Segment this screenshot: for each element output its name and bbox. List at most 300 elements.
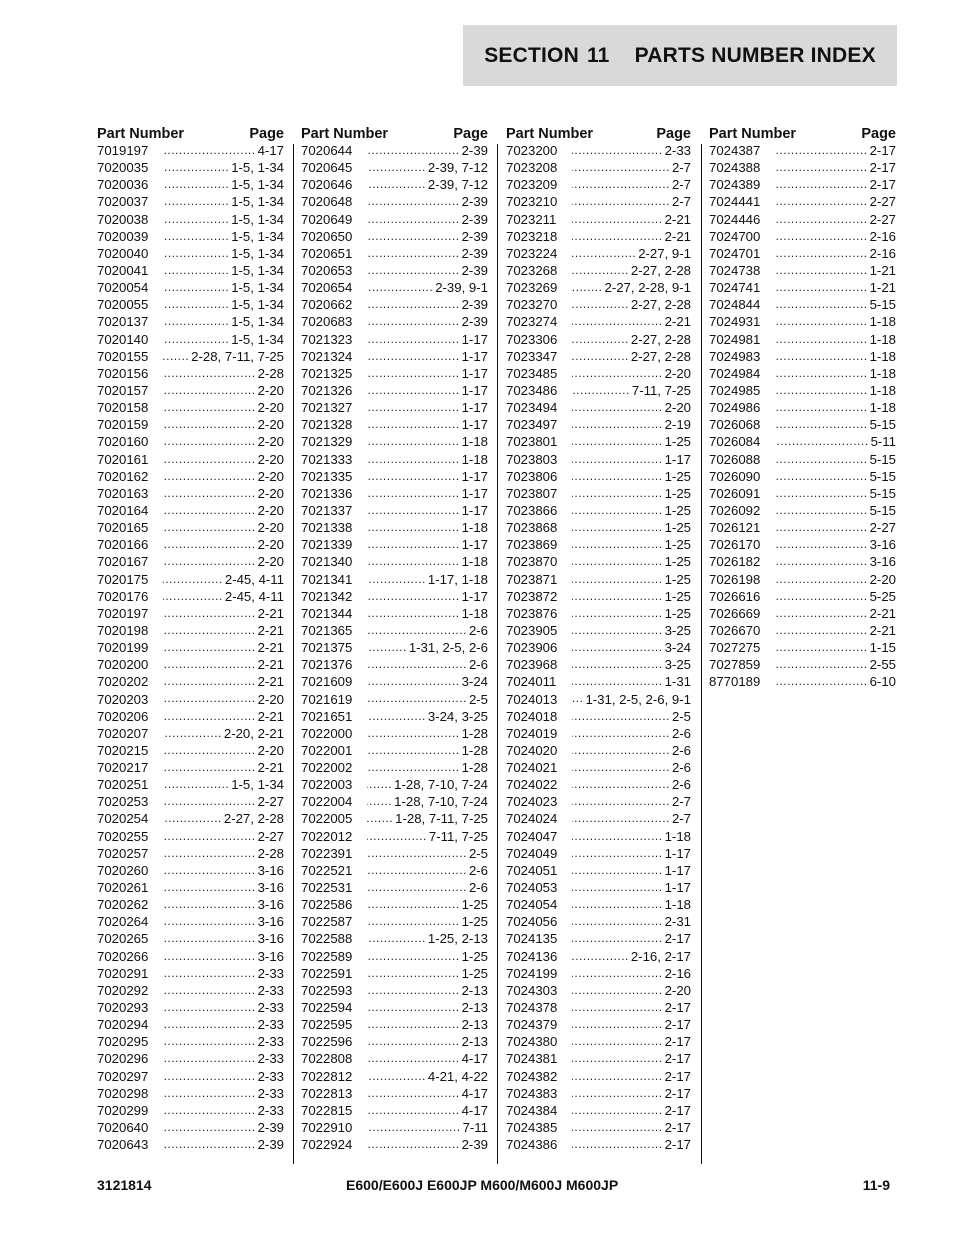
part-number: 7023218 [506, 228, 558, 244]
part-number: 7020200 [97, 657, 149, 673]
dot-leader [572, 485, 663, 502]
dot-leader [367, 913, 460, 930]
index-row [97, 725, 284, 742]
page-reference: 1-5, 1-34 [231, 314, 284, 330]
part-number: 7023497 [506, 417, 558, 433]
part-number: 7026090 [709, 468, 761, 484]
dot-leader [163, 399, 256, 416]
index-row [301, 211, 488, 228]
part-number: 7024024 [506, 811, 558, 827]
dot-leader [367, 433, 460, 450]
part-number: 7024382 [506, 1068, 558, 1084]
part-number: 7020257 [97, 845, 149, 861]
part-number: 7026198 [709, 571, 761, 587]
dot-leader [367, 159, 426, 176]
part-number: 7020651 [301, 245, 353, 261]
page-reference: 1-25 [664, 588, 691, 604]
part-number: 7024387 [709, 143, 761, 158]
page-reference: 2-6 [468, 657, 488, 673]
page-reference: 2-33 [257, 1102, 284, 1118]
dot-leader [163, 279, 229, 296]
index-row [709, 605, 896, 622]
index-row [97, 776, 284, 793]
index-row [506, 879, 691, 896]
dot-leader [367, 605, 460, 622]
dot-leader [572, 1119, 663, 1136]
dot-leader [572, 828, 663, 845]
page-reference: 1-28 [461, 742, 488, 758]
page-reference: 3-16 [257, 897, 284, 913]
part-number: 7020297 [97, 1068, 149, 1084]
part-number: 7024844 [709, 297, 761, 313]
index-row [506, 896, 691, 913]
index-row [97, 691, 284, 708]
dot-leader [367, 588, 460, 605]
page-reference: 1-28, 7-11, 7-25 [395, 811, 488, 827]
dot-leader [572, 313, 663, 330]
page-reference: 2-13 [461, 1034, 488, 1050]
index-row [506, 1136, 691, 1153]
page-reference: 2-45, 4-11 [224, 588, 284, 604]
part-number: 7020261 [97, 880, 149, 896]
page-reference: 1-25 [664, 468, 691, 484]
dot-leader [367, 1033, 460, 1050]
page-reference: 2-5 [468, 845, 488, 861]
dot-leader [367, 1136, 460, 1153]
part-number: 7021344 [301, 605, 353, 621]
index-row [301, 793, 488, 810]
part-number: 7026088 [709, 451, 761, 467]
section-title-banner [463, 25, 897, 86]
part-number: 7024021 [506, 760, 558, 776]
dot-leader [572, 1050, 663, 1067]
index-row [506, 948, 691, 965]
part-number: 7020156 [97, 365, 149, 381]
dot-leader [572, 571, 663, 588]
part-number: 7023905 [506, 622, 558, 638]
dot-leader [572, 262, 629, 279]
dot-leader [163, 468, 256, 485]
dot-leader [367, 416, 460, 433]
index-row [506, 793, 691, 810]
index-row [97, 193, 284, 210]
part-number: 7020167 [97, 554, 149, 570]
part-number: 7024199 [506, 965, 558, 981]
column-divider [497, 144, 498, 1164]
page-reference: 2-7 [671, 811, 691, 827]
index-row [301, 1102, 488, 1119]
part-number: 7024389 [709, 177, 761, 193]
index-row [709, 382, 896, 399]
dot-leader [163, 245, 229, 262]
part-number: 7021651 [301, 708, 353, 724]
page-reference: 1-18 [869, 331, 896, 347]
page-reference: 1-17 [461, 365, 488, 381]
page-reference: 2-39 [461, 1137, 488, 1153]
part-number: 7026068 [709, 417, 761, 433]
index-row [301, 176, 488, 193]
dot-leader [163, 313, 229, 330]
index-row [97, 982, 284, 999]
index-row [506, 622, 691, 639]
part-number: 7023224 [506, 245, 558, 261]
part-number: 7023274 [506, 314, 558, 330]
part-number: 7020646 [301, 177, 353, 193]
page-reference: 3-24, 3-25 [427, 708, 488, 724]
dot-leader [775, 142, 868, 159]
page-reference: 2-28 [257, 845, 284, 861]
index-row [301, 313, 488, 330]
page-reference: 2-39 [461, 314, 488, 330]
page-reference: 2-27 [869, 194, 896, 210]
index-row [709, 159, 896, 176]
index-row [97, 862, 284, 879]
part-number: 7022004 [301, 794, 353, 810]
page-reference: 2-33 [257, 1000, 284, 1016]
page-reference: 1-17 [664, 845, 691, 861]
page-reference: 2-20 [257, 691, 284, 707]
page-reference: 1-18 [461, 451, 488, 467]
part-number: 7024022 [506, 777, 558, 793]
index-column-1 [97, 118, 284, 1153]
index-row [301, 399, 488, 416]
index-row [709, 502, 896, 519]
index-row [506, 828, 691, 845]
part-number-header: Part Number [301, 126, 389, 142]
index-row [709, 451, 896, 468]
index-row [506, 759, 691, 776]
dot-leader [367, 639, 407, 656]
page-reference: 2-27 [257, 828, 284, 844]
index-row [709, 142, 896, 159]
page-reference: 1-18 [869, 348, 896, 364]
page-reference: 2-17 [869, 143, 896, 158]
index-row [97, 1119, 284, 1136]
index-row [97, 622, 284, 639]
page-reference: 2-20 [257, 520, 284, 536]
part-number: 7021326 [301, 382, 353, 398]
dot-leader [367, 1119, 461, 1136]
dot-leader [163, 588, 223, 605]
page-reference: 1-5, 1-34 [231, 211, 284, 227]
part-number: 7027859 [709, 657, 761, 673]
index-row [506, 279, 691, 296]
dot-leader [163, 828, 256, 845]
index-row [97, 588, 284, 605]
part-number: 7024018 [506, 708, 558, 724]
part-number: 7020054 [97, 280, 149, 296]
dot-leader [367, 193, 460, 210]
index-row [506, 468, 691, 485]
dot-leader [163, 999, 256, 1016]
page-reference: 1-17 [664, 862, 691, 878]
dot-leader [367, 828, 427, 845]
page-reference: 2-39 [461, 297, 488, 313]
part-number: 8770189 [709, 674, 761, 690]
part-number: 7022594 [301, 1000, 353, 1016]
part-number: 7022588 [301, 931, 353, 947]
index-row [301, 656, 488, 673]
dot-leader [775, 211, 868, 228]
part-number: 7022815 [301, 1102, 353, 1118]
index-row [97, 1033, 284, 1050]
dot-leader [775, 485, 868, 502]
index-row [97, 348, 284, 365]
page-reference: 1-25 [664, 571, 691, 587]
page-reference: 3-25 [664, 657, 691, 673]
index-row [301, 365, 488, 382]
index-row [97, 262, 284, 279]
dot-leader [163, 691, 256, 708]
dot-leader [367, 536, 460, 553]
page-reference: 2-6 [468, 880, 488, 896]
dot-leader [163, 365, 256, 382]
dot-leader [367, 930, 426, 947]
index-row [506, 691, 691, 708]
dot-leader [572, 176, 670, 193]
part-number: 7020654 [301, 280, 353, 296]
index-row [506, 176, 691, 193]
dot-leader [775, 331, 868, 348]
index-row [97, 571, 284, 588]
part-number: 7021329 [301, 434, 353, 450]
part-number: 7020198 [97, 622, 149, 638]
part-number: 7023876 [506, 605, 558, 621]
dot-leader [775, 279, 868, 296]
dot-leader [775, 348, 868, 365]
index-row [97, 416, 284, 433]
page-reference: 2-28 [257, 365, 284, 381]
index-row [506, 211, 691, 228]
dot-leader [572, 776, 670, 793]
part-number: 7027275 [709, 640, 761, 656]
page-reference: 3-24 [664, 640, 691, 656]
index-row [709, 588, 896, 605]
index-row [301, 622, 488, 639]
index-row [97, 879, 284, 896]
page-reference: 2-21 [257, 657, 284, 673]
part-number: 7020162 [97, 468, 149, 484]
dot-leader [163, 879, 256, 896]
part-number: 7026616 [709, 588, 761, 604]
dot-leader [572, 845, 663, 862]
part-number: 7023869 [506, 537, 558, 553]
dot-leader [163, 211, 229, 228]
part-number: 7020262 [97, 897, 149, 913]
dot-leader [163, 776, 229, 793]
page-reference: 1-5, 1-34 [231, 194, 284, 210]
dot-leader [367, 810, 393, 827]
dot-leader [163, 622, 256, 639]
page-reference: 5-15 [869, 485, 896, 501]
dot-leader [367, 571, 426, 588]
part-number: 7024931 [709, 314, 761, 330]
dot-leader [775, 365, 868, 382]
part-number: 7022589 [301, 948, 353, 964]
page-reference: 2-21 [257, 674, 284, 690]
model-list: E600/E600J E600JP M600/M600J M600JP [346, 1177, 619, 1193]
index-row [709, 313, 896, 330]
part-number: 7020036 [97, 177, 149, 193]
page-reference: 1-17 [664, 451, 691, 467]
index-row [97, 673, 284, 690]
index-row [709, 622, 896, 639]
index-row [709, 176, 896, 193]
dot-leader [572, 742, 670, 759]
dot-leader [367, 622, 467, 639]
index-row [709, 553, 896, 570]
part-number: 7021328 [301, 417, 353, 433]
part-number: 7020260 [97, 862, 149, 878]
part-number: 7020166 [97, 537, 149, 553]
dot-leader [163, 1085, 256, 1102]
dot-leader [163, 1119, 256, 1136]
part-number: 7023803 [506, 451, 558, 467]
dot-leader [572, 348, 629, 365]
index-row [506, 810, 691, 827]
index-row [506, 965, 691, 982]
page-reference: 2-39, 7-12 [427, 160, 488, 176]
page-reference: 2-27, 2-28 [223, 811, 284, 827]
page-reference: 1-5, 1-34 [231, 297, 284, 313]
page-reference: 1-28, 7-10, 7-24 [394, 777, 488, 793]
page-reference: 2-17 [869, 177, 896, 193]
index-row [506, 725, 691, 742]
page-header: Page [453, 126, 488, 142]
part-number: 7020157 [97, 382, 149, 398]
part-number-header: Part Number [506, 126, 594, 142]
page-reference: 1-5, 1-34 [231, 245, 284, 261]
part-number: 7024136 [506, 948, 558, 964]
page-reference: 2-20 [257, 400, 284, 416]
part-number: 7021340 [301, 554, 353, 570]
index-row [506, 245, 691, 262]
part-number: 7023270 [506, 297, 558, 313]
dot-leader [572, 228, 663, 245]
page-reference: 2-39 [461, 262, 488, 278]
page-reference: 1-25 [664, 554, 691, 570]
part-number: 7020217 [97, 760, 149, 776]
dot-leader [163, 382, 256, 399]
dot-leader [163, 930, 256, 947]
part-number: 7021365 [301, 622, 353, 638]
dot-leader [163, 896, 256, 913]
dot-leader [163, 451, 256, 468]
page-reference: 1-25 [664, 502, 691, 518]
page-reference: 5-15 [869, 468, 896, 484]
page-reference: 1-25 [461, 914, 488, 930]
dot-leader [163, 845, 256, 862]
page-reference: 1-25 [664, 485, 691, 501]
column-header [709, 118, 896, 142]
part-number: 7020164 [97, 502, 149, 518]
dot-leader [163, 331, 229, 348]
dot-leader [163, 1050, 256, 1067]
index-row [506, 639, 691, 656]
index-row [301, 571, 488, 588]
page-reference: 1-18 [664, 828, 691, 844]
index-row [301, 965, 488, 982]
page-reference: 1-5, 1-34 [231, 280, 284, 296]
dot-leader [572, 159, 670, 176]
dot-leader [572, 810, 670, 827]
page-reference: 1-25, 2-13 [427, 931, 488, 947]
page-reference: 2-16 [869, 245, 896, 261]
dot-leader [572, 913, 663, 930]
dot-leader [367, 245, 460, 262]
page-reference: 2-17 [664, 1000, 691, 1016]
part-number: 7026084 [709, 434, 761, 450]
dot-leader [163, 228, 229, 245]
index-row [97, 708, 284, 725]
page-reference: 5-11 [870, 434, 896, 450]
index-row [506, 262, 691, 279]
index-row [301, 708, 488, 725]
dot-leader [163, 296, 229, 313]
index-row [97, 451, 284, 468]
part-number: 7024701 [709, 245, 761, 261]
page-reference: 1-17 [664, 880, 691, 896]
part-number: 7020035 [97, 160, 149, 176]
page-reference: 1-25 [461, 897, 488, 913]
page-reference: 2-27 [869, 520, 896, 536]
part-number: 7021619 [301, 691, 353, 707]
dot-leader [775, 622, 868, 639]
part-number: 7024380 [506, 1034, 558, 1050]
page-reference: 4-17 [257, 143, 284, 158]
dot-leader [367, 793, 392, 810]
dot-leader [367, 142, 460, 159]
index-row [709, 228, 896, 245]
index-row [97, 1016, 284, 1033]
part-number: 7020294 [97, 1017, 149, 1033]
index-row [97, 742, 284, 759]
page-reference: 2-21 [257, 640, 284, 656]
dot-leader [367, 656, 467, 673]
part-number: 7022005 [301, 811, 353, 827]
page-reference: 2-20 [257, 382, 284, 398]
page-reference: 3-16 [869, 554, 896, 570]
dot-leader [367, 742, 460, 759]
part-number: 7020158 [97, 400, 149, 416]
index-row [301, 142, 488, 159]
index-row [709, 365, 896, 382]
part-number: 7021327 [301, 400, 353, 416]
index-row [97, 896, 284, 913]
index-row [97, 331, 284, 348]
page-reference: 1-5, 1-34 [231, 331, 284, 347]
part-number: 7022808 [301, 1051, 353, 1067]
index-row [97, 605, 284, 622]
index-row [301, 862, 488, 879]
dot-leader [572, 296, 629, 313]
index-row [301, 519, 488, 536]
part-number: 7020253 [97, 794, 149, 810]
dot-leader [572, 502, 663, 519]
part-number: 7022001 [301, 742, 353, 758]
dot-leader [775, 296, 868, 313]
dot-leader [572, 1016, 663, 1033]
index-row [97, 759, 284, 776]
part-number: 7020215 [97, 742, 149, 758]
index-row [506, 742, 691, 759]
index-row [301, 451, 488, 468]
part-number: 7024383 [506, 1085, 558, 1101]
index-row [97, 536, 284, 553]
part-number: 7020041 [97, 262, 149, 278]
dot-leader [775, 382, 868, 399]
dot-leader [572, 1085, 663, 1102]
